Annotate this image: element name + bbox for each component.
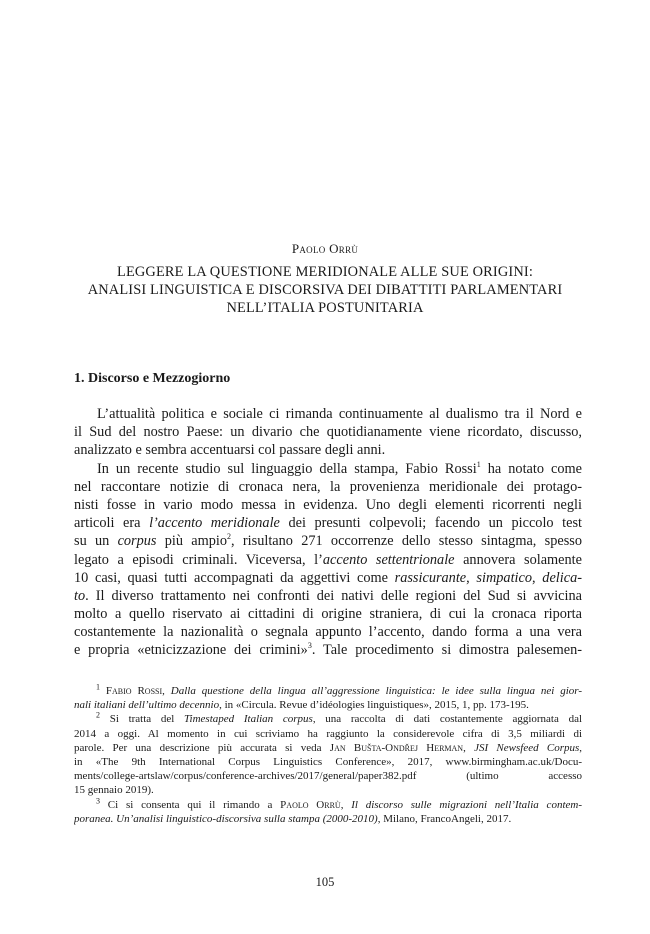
footnote-1: $^1$ Fabio Rossi, Dalla questione della lingua all’aggressione linguistica: le idee sulla lingua nei gior- (96, 684, 582, 697)
section-heading: 1. Discorso e Mezzogiorno (74, 371, 231, 386)
body-line: 10 casi, quasi tutti accompagnati da aggettivi come rassicurante, simpatico, delica- (74, 569, 582, 586)
footnote-3: $^3$ Ci si consenta qui il rimando a Paolo Orrù, Il discorso sulle migrazioni nell’Italia contem- (96, 797, 582, 811)
footnote-2-line: 2014 a oggi. Al momento in cui scriviamo ha raggiunto la considerevole cifra di 3,5 miliardi di (74, 727, 582, 740)
title-line: NELL’ITALIA POSTUNITARIA (226, 300, 424, 316)
title-line: ANALISI LINGUISTICA E DISCORSIVA DEI DIBATTITI PARLAMENTARI (87, 282, 563, 298)
body-line: articoli era l’accento meridionale dei presunti colpevoli; facendo un piccolo test (74, 515, 582, 532)
footnote-2-line: in «The 9th International Corpus Linguistics Conference», 2017, www.birmingham.ac.uk/Docu- (74, 755, 582, 768)
body-line: In un recente studio sul linguaggio della stampa, Fabio Rossi$^1$ ha notato come (97, 459, 582, 477)
footnote-2: $^2$ Si tratta del Timestaped Italian corpus, una raccolta di dati costantemente aggiornata dal (96, 712, 582, 726)
body-line: nel raccontare notizie di cronaca nera, la provenienza meridionale dei protago- (74, 478, 582, 495)
body-line: su un corpus più ampio$^2$, risultano 271 occorrenze dello stesso sintagma, spesso (74, 532, 582, 550)
body-line: e propria «etnicizzazione dei crimini»$^3$. Tale procedimento si dimostra palesemen- (74, 641, 582, 659)
body-line: L’attualità politica e sociale ci rimanda continuamente al dualismo tra il Nord e (97, 406, 582, 422)
article-title (60, 263, 590, 317)
body-line: molto a quello riservato ai cittadini di origine straniera, di cui la cronaca riporta (74, 606, 582, 623)
body-line: legato a episodi criminali. Viceversa, l’accento settentrionale annovera solamente (74, 551, 582, 568)
author-name: Paolo Orrù (291, 241, 359, 256)
body-line: to. Il diverso trattamento nei confronti dei nativi delle regioni del Sud si avvicina (74, 587, 582, 604)
body-line: costantemente la nazionalità o segnala appunto l’accento, dando forma a una vera (74, 624, 582, 641)
footnote-1-line: nali italiani dell’ultimo decennio, in «Circula. Revue d’idéologies linguistiques», 2015, 1, pp. 173-195. (74, 699, 529, 712)
footnote-2-line: parole. Per una descrizione più accurata si veda Jan Bušta-Ondřej Herman, JSI Newsfeed Corpus, (74, 741, 582, 754)
footnote-ref-3[interactable]: 3 (307, 641, 312, 651)
footnote-ref-1[interactable]: 1 (476, 459, 481, 469)
title-line: LEGGERE LA QUESTIONE MERIDIONALE ALLE SUE ORIGINI: (117, 264, 533, 280)
footnote-2-line: ments/college-artslaw/corpus/conference-archives/2017/general/paper382.pdf (ultimo accesso (74, 770, 582, 783)
body-line: il Sud del nostro Paese: un divario che quotidianamente viene ricordato, discusso, (74, 424, 582, 441)
footnote-2-line: 15 gennaio 2019). (74, 784, 154, 797)
body-text (74, 405, 582, 660)
page-number: 105 (315, 875, 335, 889)
body-line: nisti fosse in vario modo messa in evidenza. Uno degli elementi ricorrenti negli (74, 496, 582, 513)
footnote-ref-2[interactable]: 2 (227, 532, 232, 542)
footnotes (74, 684, 582, 826)
footnote-3-line: poranea. Un’analisi linguistico-discorsiva sulla stampa (2000-2010), Milano, FrancoAngeli, 2017. (74, 812, 512, 825)
body-line: analizzato e sembra accentuarsi col passare degli anni. (74, 442, 386, 459)
